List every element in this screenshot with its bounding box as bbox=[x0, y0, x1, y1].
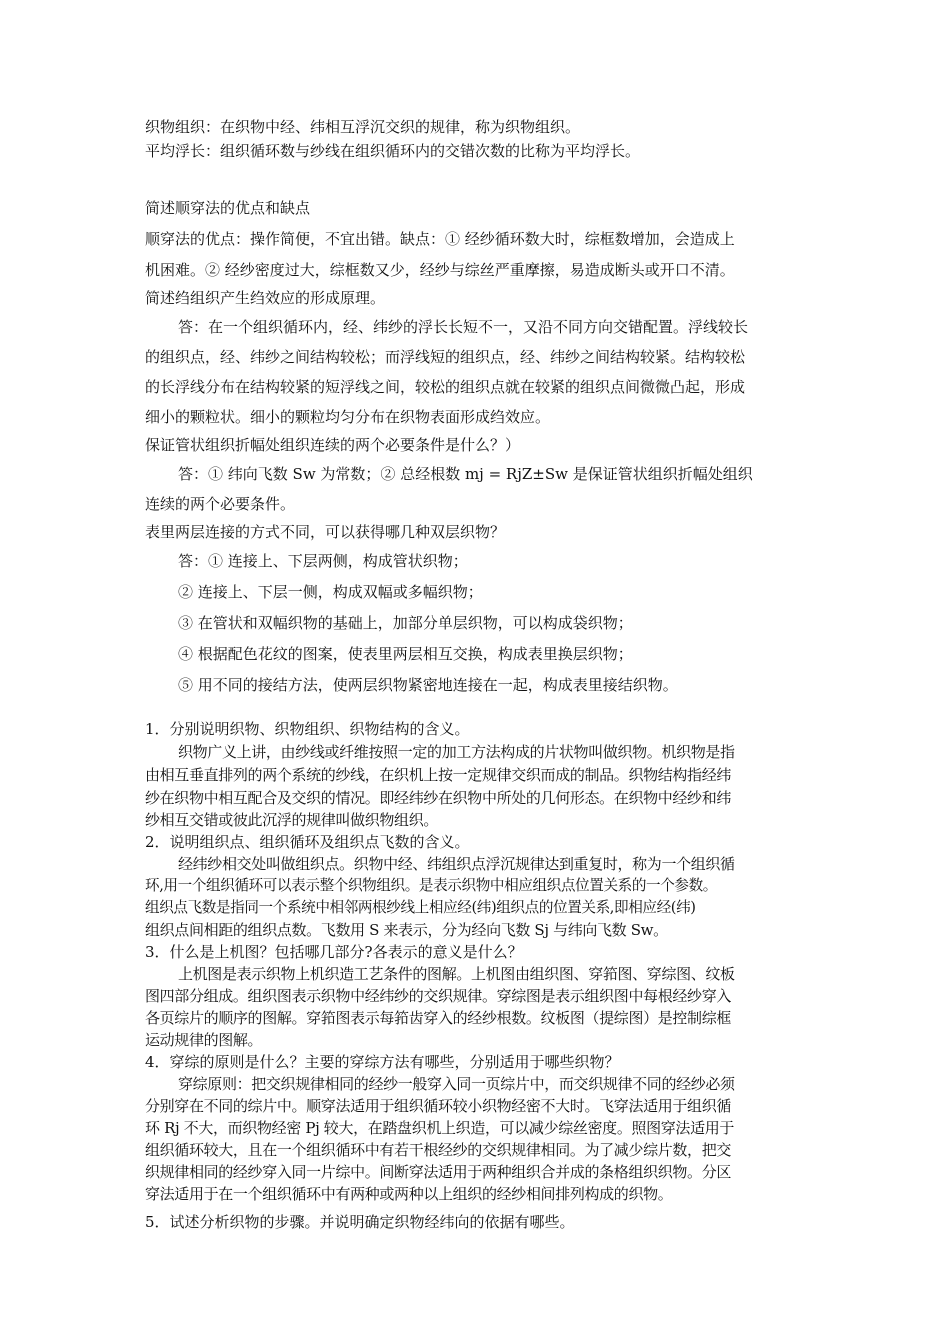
paragraph-line: 由相互垂直排列的两个系统的纱线，在织机上按一定规律交织而成的制品。织物结构指经纬 bbox=[145, 766, 732, 784]
paragraph-line: 环 Rj 不大，而织物经密 Pj 较大，在踏盘织机上织造，可以减少综丝密度。照图穿法适用于 bbox=[145, 1119, 735, 1137]
list-item: 答：① 连接上、下层两侧，构成管状织物； bbox=[178, 552, 468, 570]
paragraph-line: 组织点飞数是指同一个系统中相邻两根纱线上相应经(纬)组织点的位置关系,即相应经(纬) bbox=[145, 899, 696, 916]
section-title-tubular: 保证管状组织折幅处组织连续的两个必要条件是什么？） bbox=[145, 436, 521, 454]
paragraph-line: 织规律相同的经纱穿入同一片综中。间断穿法适用于两种组织合并成的条格组织织物。分区 bbox=[145, 1163, 732, 1181]
paragraph-line: 顺穿法的优点：操作简便，不宜出错。缺点：① 经纱循环数大时，综框数增加，会造成上 bbox=[145, 230, 735, 248]
paragraph-line: 环,用一个组织循环可以表示整个织物组织。是表示织物中相应组织点位置关系的一个参数。 bbox=[145, 877, 717, 894]
question-title-1: 1．分别说明织物、织物组织、织物结构的含义。 bbox=[145, 720, 470, 738]
paragraph-line: 上机图是表示织物上机织造工艺条件的图解。上机图由组织图、穿筘图、穿综图、纹板 bbox=[178, 965, 735, 983]
question-title-2: 2．说明组织点、组织循环及组织点飞数的含义。 bbox=[145, 833, 470, 851]
paragraph-line: 机困难。② 经纱密度过大，综框数又少，经纱与综丝严重摩擦，易造成断头或开口不清。 bbox=[145, 261, 735, 279]
paragraph-line: 的长浮线分布在结构较紧的短浮线之间，较松的组织点就在较紧的组织点间微微凸起，形成 bbox=[145, 378, 746, 396]
paragraph-line: 运动规律的图解。 bbox=[145, 1031, 263, 1049]
paragraph-line: 细小的颗粒状。细小的颗粒均匀分布在织物表面形成绉效应。 bbox=[145, 408, 551, 426]
list-item: ② 连接上、下层一侧，构成双幅或多幅织物； bbox=[178, 583, 483, 601]
paragraph-line: 分别穿在不同的综片中。顺穿法适用于组织循环较小织物经密不大时。飞穿法适用于组织循 bbox=[145, 1097, 732, 1115]
paragraph-line: 组织循环较大，且在一个组织循环中有若干根经纱的交织规律相同。为了减少综片数，把交 bbox=[145, 1141, 732, 1159]
list-item: ④ 根据配色花纹的图案，使表里两层相互交换，构成表里换层织物； bbox=[178, 645, 633, 663]
question-title-3: 3．什么是上机图？包括哪几部分?各表示的意义是什么？ bbox=[145, 943, 523, 961]
question-title-4: 4．穿综的原则是什么？主要的穿综方法有哪些，分别适用于哪些织物？ bbox=[145, 1053, 620, 1071]
paragraph-line: 经纬纱相交处叫做组织点。织物中经、纬组织点浮沉规律达到重复时，称为一个组织循 bbox=[178, 855, 735, 873]
section-title-double-cloth: 表里两层连接的方式不同，可以获得哪几种双层织物？ bbox=[145, 523, 506, 541]
paragraph-line: 纱相互交错或彼此沉浮的规律叫做织物组织。 bbox=[145, 811, 439, 829]
paragraph-line: 组织点间相距的组织点数。飞数用 S 来表示，分为经向飞数 Sj 与纬向飞数 Sw。 bbox=[145, 921, 668, 939]
paragraph-line: 连续的两个必要条件。 bbox=[145, 495, 296, 513]
paragraph-line: 答：在一个组织循环内，经、纬纱的浮长长短不一，又沿不同方向交错配置。浮线较长 bbox=[178, 318, 749, 336]
paragraph-line: 穿法适用于在一个组织循环中有两种或两种以上组织的经纱相间排列构成的织物。 bbox=[145, 1185, 673, 1203]
definition-average-float: 平均浮长：组织循环数与纱线在组织循环内的交错次数的比称为平均浮长。 bbox=[145, 142, 641, 160]
paragraph-line: 答：① 纬向飞数 Sw 为常数；② 总经根数 mj = RjZ±Sw 是保证管状组织折幅处组织 bbox=[178, 465, 753, 483]
paragraph-line: 纱在织物中相互配合及交织的情况。即经纬纱在织物中所处的几何形态。在织物中经纱和纬 bbox=[145, 789, 732, 807]
section-title-straight-draft: 简述顺穿法的优点和缺点 bbox=[145, 199, 311, 217]
paragraph-line: 的组织点，经、纬纱之间结构较松；而浮线短的组织点，经、纬纱之间结构较紧。结构较松 bbox=[145, 348, 746, 366]
section-title-crepe: 简述绉组织产生绉效应的形成原理。 bbox=[145, 289, 386, 307]
paragraph-line: 各页综片的顺序的图解。穿筘图表示每筘齿穿入的经纱根数。纹板图（提综图）是控制综框 bbox=[145, 1009, 732, 1027]
list-item: ③ 在管状和双幅织物的基础上，加部分单层织物，可以构成袋织物； bbox=[178, 614, 633, 632]
definition-fabric-weave: 织物组织：在织物中经、纬相互浮沉交织的规律，称为织物组织。 bbox=[145, 118, 581, 136]
question-title-5: 5．试述分析织物的步骤。并说明确定织物经纬向的依据有哪些。 bbox=[145, 1213, 575, 1231]
list-item: ⑤ 用不同的接结方法，使两层织物紧密地连接在一起，构成表里接结织物。 bbox=[178, 676, 678, 694]
paragraph-line: 织物广义上讲，由纱线或纤维按照一定的加工方法构成的片状物叫做织物。机织物是指 bbox=[178, 743, 735, 761]
paragraph-line: 穿综原则：把交织规律相同的经纱一般穿入同一页综片中，而交织规律不同的经纱必须 bbox=[178, 1075, 735, 1093]
paragraph-line: 图四部分组成。组织图表示织物中经纬纱的交织规律。穿综图是表示组织图中每根经纱穿入 bbox=[145, 987, 732, 1005]
